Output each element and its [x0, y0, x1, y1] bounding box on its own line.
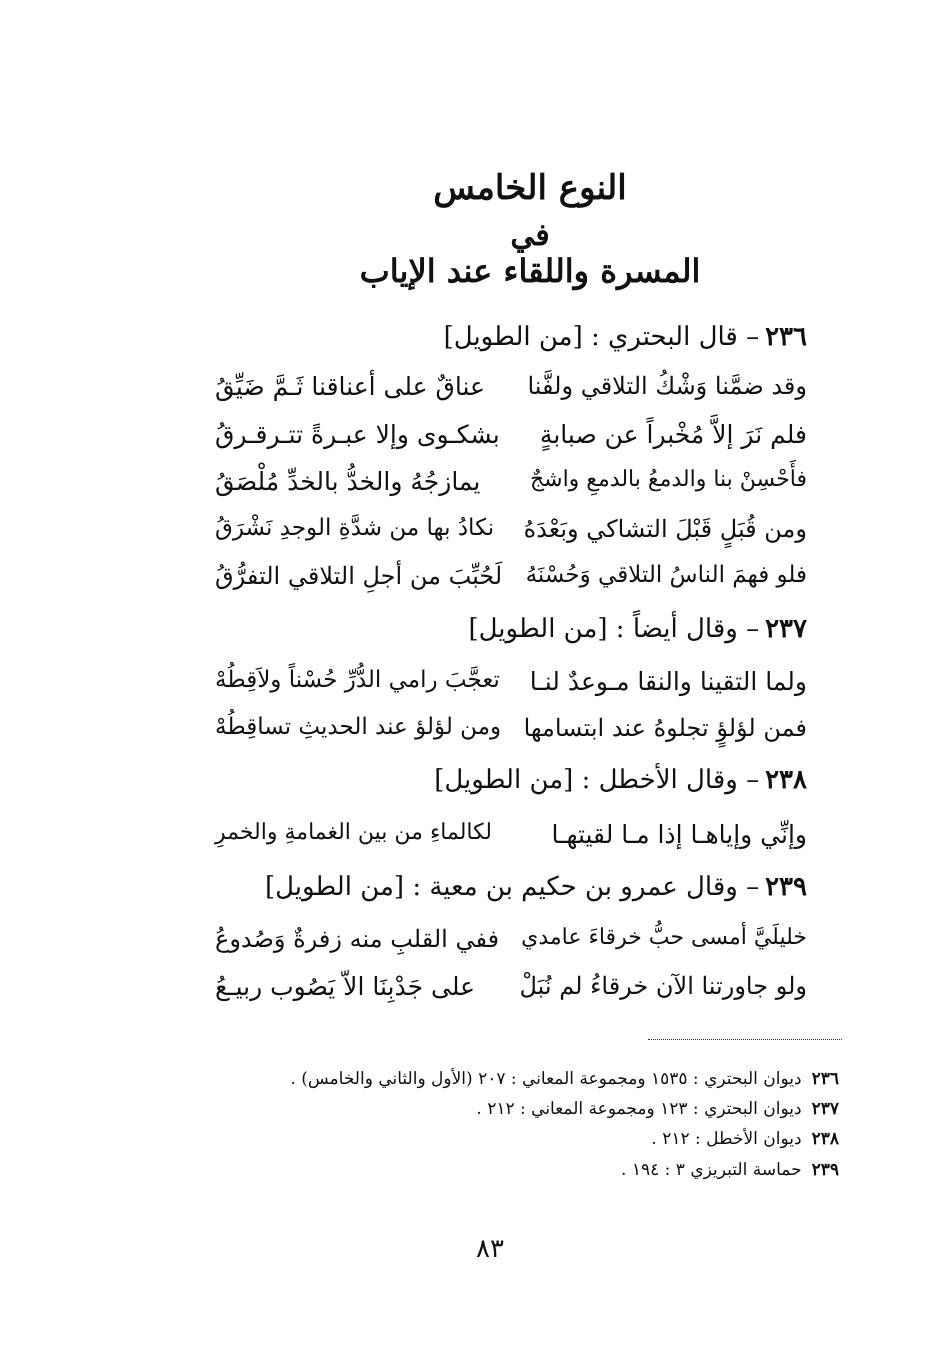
chapter-subtitle: المسرة واللقاء عند الإياب [359, 252, 701, 290]
verse-second-hemistich: تعجَّبَ رامي الدُّرِّ حُسْناً ولاَقِطُهْ [215, 667, 500, 693]
poem-intro: – وقال الأخطل : [من الطويل] [434, 765, 760, 795]
verse-first-hemistich: ولما التقينا والنقا مـوعدٌ لنـا [529, 667, 807, 696]
poem-number: ٢٣٩ [765, 872, 807, 902]
verse-first-hemistich: فلم نَرَ إلاَّ مُخْبراً عن صبابةٍ [539, 420, 807, 449]
poem-intro: – وقال عمرو بن حكيم بن معية : [من الطويل] [264, 872, 760, 902]
verse-line [215, 714, 807, 754]
verse-line [215, 820, 807, 860]
verse-line [215, 972, 807, 1012]
poem-heading [265, 872, 807, 902]
verse-line [215, 562, 807, 602]
verse-line [215, 372, 807, 412]
footnote-text: حماسة التبريزي ٣ : ١٩٤ . [621, 1160, 802, 1180]
verse-line [215, 925, 807, 965]
verse-first-hemistich: خليلَيَّ أمسى حبُّ خرقاءَ عامدي [521, 925, 807, 950]
verse-first-hemistich: فلو فهمَ الناسُ التلاقي وَحُسْنَهُ [525, 562, 807, 588]
footnote-text: ديوان البحتري : ١٥٣٥ ومجموعة المعاني : ٢٠٧ (الأول والثاني والخامس) . [290, 1069, 802, 1089]
footnote-text: ديوان البحتري : ١٢٣ ومجموعة المعاني : ٢١٢ . [476, 1099, 802, 1119]
chapter-title: النوع الخامس [433, 168, 627, 208]
poem-intro: – قال البحتري : [من الطويل] [443, 322, 760, 352]
verse-line [215, 467, 807, 507]
verse-line [215, 420, 807, 460]
footnote [651, 1129, 839, 1149]
poem-heading [434, 765, 807, 795]
footnote-number: ٢٣٧ [811, 1099, 839, 1119]
verse-second-hemistich: نكادُ بها من شدَّةِ الوجدِ نَشْرَقُ [215, 515, 495, 541]
footnote [621, 1160, 839, 1180]
verse-second-hemistich: يمازجُهُ والخدُّ بالخدِّ مُلْصَقُ [215, 467, 481, 496]
poem-number: ٢٣٧ [765, 614, 807, 644]
footnote [290, 1069, 839, 1089]
verse-first-hemistich: وقد ضمَّنا وَشْكُ التلاقي ولفَّنا [527, 372, 807, 400]
poem-intro: – وقال أيضاً : [من الطويل] [468, 614, 760, 644]
footnote-text: ديوان الأخطل : ٢١٢ . [651, 1129, 802, 1149]
poem-heading [444, 322, 807, 352]
verse-second-hemistich: على جَدْبِنَا الاّ يَصُوب ربيـعُ [215, 972, 476, 1001]
verse-first-hemistich: فأَحْسِنْ بنا والدمعُ بالدمعِ واشجٌ [529, 467, 807, 492]
poem-number: ٢٣٦ [765, 322, 807, 352]
verse-line [215, 667, 807, 707]
verse-second-hemistich: عناقٌ على أعناقنا ثَـمَّ ضَيِّقُ [215, 372, 485, 401]
verse-first-hemistich: ومن قُبَلٍ قَبْلَ التشاكي وبَعْدَهُ [523, 515, 807, 543]
footnote-number: ٢٣٨ [811, 1129, 839, 1149]
verse-second-hemistich: ففي القلبِ منه زفرةٌ وَصُدوعُ [215, 925, 500, 953]
footnote-separator [648, 1039, 842, 1040]
chapter-title-connector: في [510, 218, 550, 253]
footnote [476, 1099, 839, 1119]
verse-first-hemistich: وإنِّي وإياهـا إذا مـا لقيتهـا [551, 820, 807, 849]
poem-heading [468, 614, 807, 644]
verse-second-hemistich: ومن لؤلؤ عند الحديثِ تساقِطُهْ [215, 714, 502, 740]
footnote-number: ٢٣٦ [811, 1069, 839, 1089]
verse-first-hemistich: فمن لؤلؤٍ تجلوهُ عند ابتسامها [523, 714, 807, 742]
verse-second-hemistich: لكالماءِ من بين الغمامةِ والخمرِ [215, 820, 492, 845]
footnote-number: ٢٣٩ [811, 1160, 839, 1180]
verse-second-hemistich: بشكـوى وإلا عبـرةً تتـرقـرقُ [215, 420, 500, 449]
verse-line [215, 515, 807, 555]
verse-first-hemistich: ولو جاورتنا الآن خرقاءُ لم نُبَلْ [519, 972, 807, 1000]
page-number: ٨٣ [476, 1234, 504, 1264]
verse-second-hemistich: لَحُبِّبَ من أجلِ التلاقي التفرُّقُ [215, 562, 503, 590]
poem-number: ٢٣٨ [765, 765, 807, 795]
